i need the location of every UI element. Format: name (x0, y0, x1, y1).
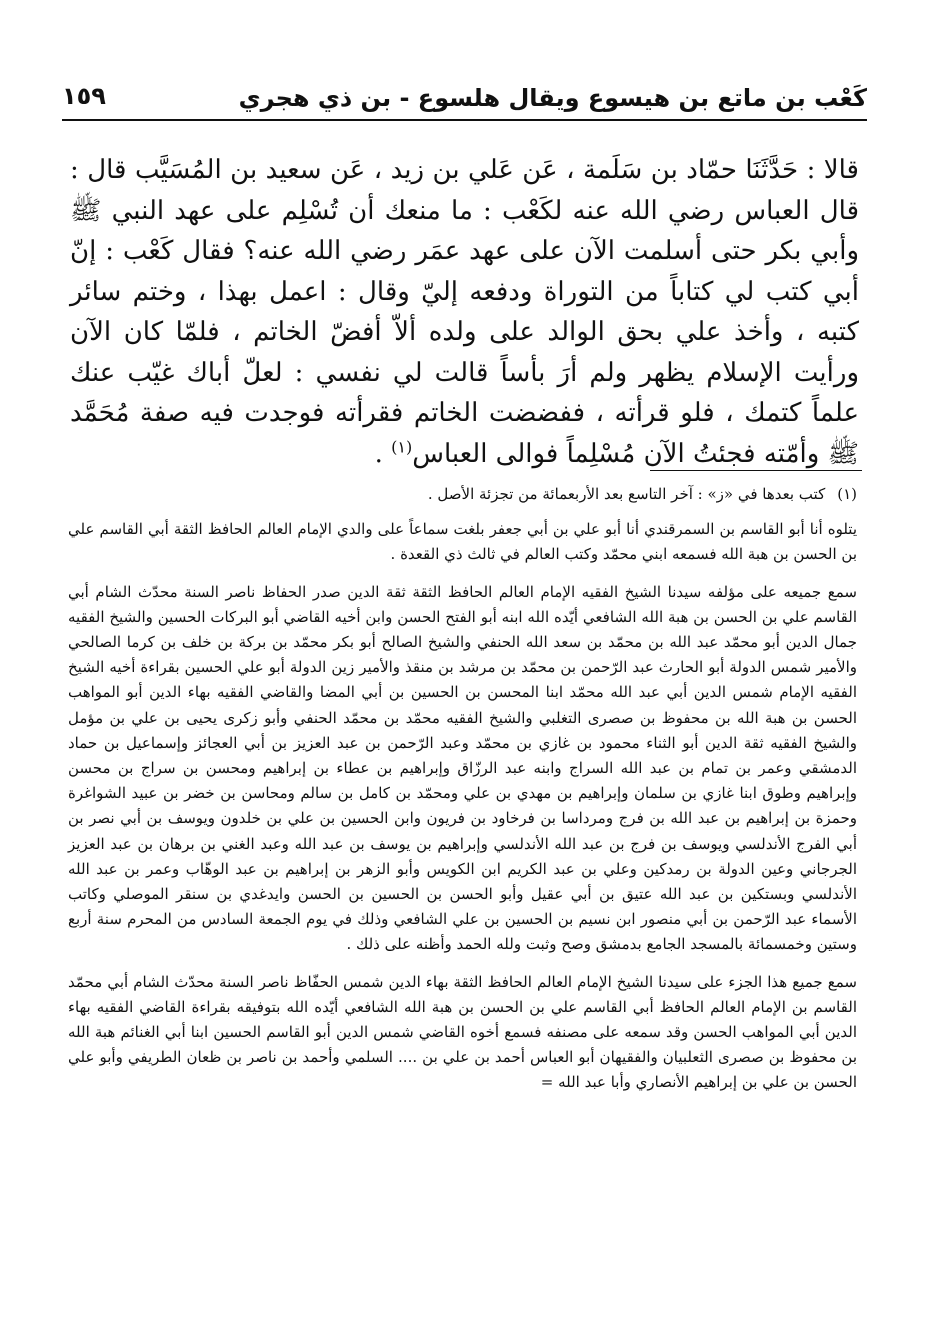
running-header (62, 78, 867, 122)
footnote-paragraph: يتلوه أنا أبو القاسم بن السمرقندي أنا أبو علي بن أبي جعفر بلغت سماعاً على والدي الإمام العالم الحافظ الثقة أبي القاسم علي بن الحسن بن هبة الله فسمعه ابني محمّد وكتب العالم في ثالث ذي القعدة . (68, 520, 857, 564)
main-paragraph: قالا : حَدَّثَنَا حمّاد بن سَلَمة ، عَن عَلي بن زيد ، عَن سعيد بن المُسَيَّب قال : قال العباس رضي الله عنه لكَعْب : ما منعك أن تُسْلِم على عهد النبي ﷺ وأبي بكر حتى أسلمت الآن على عهد عمَر رضي الله عنه؟ فقال كَعْب : إنّ أبي كتب لي كتاباً من التوراة ودفعه إليّ وقال : اعمل بهذا ، وختم سائر كتبه ، وأخذ علي بحق الوالد على ولده ألاّ أفضّ الخاتم ، فلمّا كان الآن ورأيت الإسلام يظهر ولم أرَ بأساً قالت لي نفسي : لعلّ أباك غيّب عنك علماً كتمك ، فلو قرأته ، ففضضت الخاتم فقرأته فوجدت فيه صفة مُحَمَّد ﷺ وأمّته فجئتُ الآن مُسْلِماً فوالى العباس (70, 155, 859, 469)
footnote-reference[interactable]: (١) (391, 436, 413, 456)
page-number: ١٥٩ (62, 82, 106, 110)
footnote-first-line: كتب بعدها في «ز» : آخر التاسع بعد الأربعمائة من تجزئة الأصل . (427, 485, 826, 503)
footnote-paragraph: سمع جميع هذا الجزء على سيدنا الشيخ الإمام العالم الحافظ الثقة بهاء الدين شمس الحفّاظ ناصر السنة محدّث الشام أبي محمّد القاسم بن الإمام العالم الحافظ أبي القاسم علي بن الحسن بن هبة الله الشافعي أيّده الله بتوفيقه بقراءة القاضي الفقيه بهاء الدين أبي المواهب الحسن وقد سمعه على مصنفه فسمع أخوه القاضي شمس الدين أبو القاسم الحسين ابنا أبي الغنائم هبة الله بن محفوظ بن صصرى الثعلبيان والفقيهان أبو العباس أحمد بن علي بن .... السلمي وأحمد بن ناصر بن ظعان الطريفي وأبو علي الحسن بن علي بن إبراهيم الأنصاري وأبا عبد الله = (68, 972, 857, 1092)
footnote-1 (68, 482, 857, 507)
footnotes (68, 482, 857, 1096)
footnote-paragraph: سمع جميعه على مؤلفه سيدنا الشيخ الفقيه الإمام العالم الحافظ الثقة ثقة الدين صدر الحفاظ ناصر السنة محدّث الشام أبي القاسم علي بن الحسن بن هبة الله الشافعي أيّده الله ابنه أبو الفتح الحسن وابن أخيه القاضي أبو البركات الحسين والشيخ الفقيه جمال الدين أبو محمّد عبد الله بن محمّد بن سعد الله الحنفي والشيخ الصالح أبو بكر محمّد بن بركة بن خلف بن كرما الصالحي والأمير شمس الدولة أبو الحارث عبد الرّحمن بن محمّد بن مرشد بن منقذ والأمير زين الدولة أبو علي الحسين بقراءة أخيه الشيخ الفقيه الإمام شمس الدين أبي عبد الله محمّد ابنا المحسن بن الحسين بن أبي المضا والقاضي الفقيه بهاء الدين أبو المواهب الحسن بن هبة الله بن محفوظ بن صصرى التغلبي والشيخ الفقيه محمّد بن محمّد الحنفي وأبو زكرى يحيى بن علي بن مؤمل والشيخ الفقيه ثقة الدين أبو الثناء محمود بن غازي بن محمّد وعبد الرّحمن بن عبد العزيز بن أبي العجائز وإسماعيل بن حماد الدمشقي وعمر بن تمام بن عبد الله السراج وابنه عبد الرزّاق وإبراهيم بن عطاء بن إبراهيم ومحسن بن سراج بن محسن وإبراهيم وطوق ابنا غازي بن سلمان وإبراهيم بن مهدي بن علي ومحمّد بن كامل بن سالم ومحاسن بن خضر بن عبيد الشواغرة وحمزة بن إبراهيم بن عبد الله بن فرج ومرداسا بن فرخاود بن فريون وابن الحسين بن علي بن خلدون ويوسف بن أبي نصر بن أبي الفرج الأندلسي ويوسف بن فرج بن عبد الله الأندلسي وإبراهيم بن يوسف بن عبد الله وعبد الغني بن برهان بن عبد العزيز الجرجاني وعين الدولة بن رمدكين وعلي بن عبد الكريم ابن الكويس وأبو الزهر بن إبراهيم بن عبد الوهّاب وعمر بن عبد الله الأندلسي وبستكين بن عبد الله عتيق بن أبي عقيل وأبو الحسن بن الحسين بن الحسن وايدغدي بن سنقر الموصلي وكاتب الأسماء عبد الرّحمن بن أبي منصور ابن نسيم بن الحسين بن علي الشافعي وذلك في يوم الجمعة السادس من المحرم سنة أربع وستين وخمسمائة بالمسجد الجامع بدمشق وصح وثبت ولله الحمد وأظنه على ذلك . (68, 582, 857, 954)
footnote-spacer (68, 507, 857, 517)
main-paragraph-end: . (374, 438, 392, 469)
footnote-rule (650, 470, 862, 471)
footnote-marker: (١) (837, 485, 857, 503)
header-rule (62, 119, 867, 121)
main-text (70, 150, 859, 474)
running-title: كَعْب بن ماتع بن هيسوع ويقال هلسوع - بن ذي هجري (238, 84, 867, 112)
